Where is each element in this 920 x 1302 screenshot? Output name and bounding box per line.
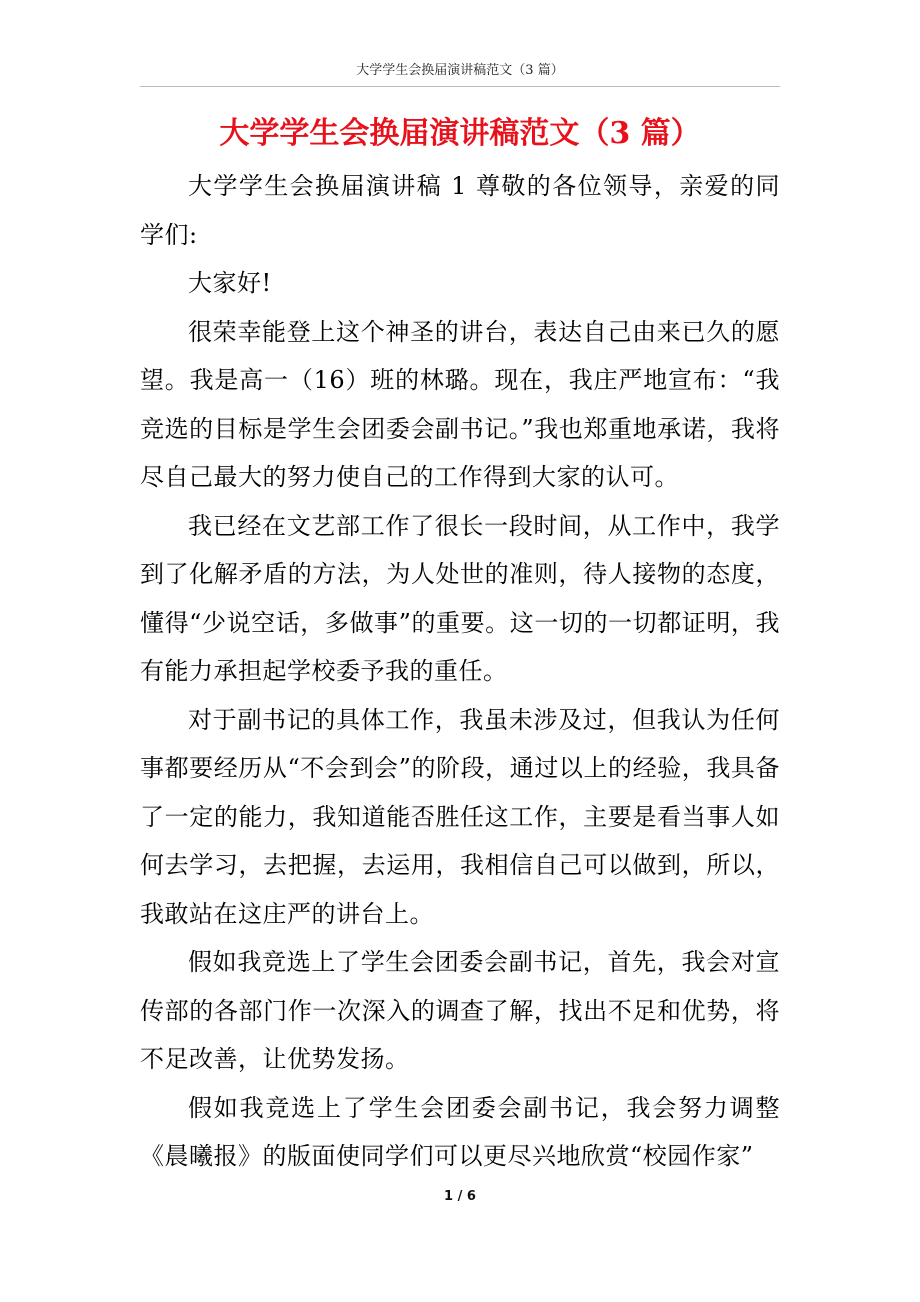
- page-number: 1 / 6: [444, 1189, 476, 1204]
- paragraph-experience: 我已经在文艺部工作了很长一段时间，从工作中，我学到了化解矛盾的方法，为人处世的准则，待人接物的态度，懂得“少说空话，多做事”的重要。这一切的一切都证明，我有能力承担起学校委予我的重任。: [140, 511, 780, 685]
- running-header: 大学学生会换届演讲稿范文（3 篇）: [356, 63, 564, 78]
- document-body: [140, 162, 780, 1181]
- paragraph-plan-one: 假如我竞选上了学生会团委会副书记，首先，我会对宣传部的各部门作一次深入的调查了解，找出不足和优势，将不足改善，让优势发扬。: [140, 948, 780, 1073]
- paragraph-ability: 对于副书记的具体工作，我虽未涉及过，但我认为任何事都要经历从“不会到会”的阶段，通过以上的经验，我具备了一定的能力，我知道能否胜任这工作，主要是看当事人如何去学习，去把握，去运用，我相信自己可以做到，所以，我敢站在这庄严的讲台上。: [140, 705, 780, 928]
- paragraph-salutation: 大学学生会换届演讲稿 1 尊敬的各位领导，亲爱的同学们:: [140, 172, 780, 249]
- paragraph-greeting: 大家好!: [188, 269, 272, 297]
- paragraph-plan-two: 假如我竞选上了学生会团委会副书记，我会努力调整《晨曦报》的版面使同学们可以更尽兴地欣赏“校园作家”: [140, 1093, 780, 1170]
- document-title: 大学学生会换届演讲稿范文（3 篇）: [219, 116, 701, 151]
- paragraph-introduction: 很荣幸能登上这个神圣的讲台，表达自己由来已久的愿望。我是高一（16）班的林璐。现在，我庄严地宣布：“我竞选的目标是学生会团委会副书记。”我也郑重地承诺，我将尽自己最大的努力使自己的工作得到大家的认可。: [140, 317, 780, 491]
- header-divider: [140, 86, 780, 87]
